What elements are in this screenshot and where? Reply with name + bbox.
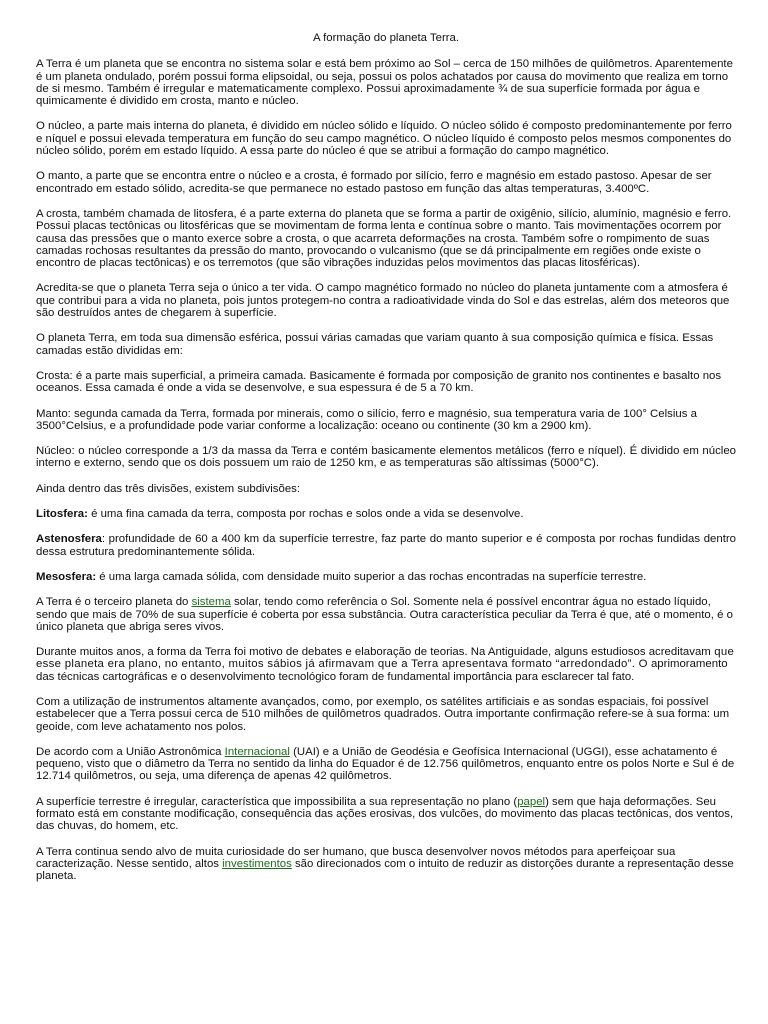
paragraph-litosfera bbox=[36, 508, 736, 520]
link-investimentos[interactable]: investimentos bbox=[222, 857, 292, 870]
link-papel[interactable]: papel bbox=[517, 795, 546, 808]
paragraph-nucleo: O núcleo, a parte mais interna do planeta, é dividido em núcleo sólido e líquido. O núcleo sólido é composto predominantemente por ferro e níquel e possui elevada temperatura em função do seu campo magnético. O núcleo líquido é composto pelos mesmos componentes do núcleo sólido, porém em estado líquido. A essa parte do núcleo é que se atribui a formação do campo magnético. bbox=[36, 120, 732, 158]
term-litosfera: Litosfera: bbox=[36, 508, 88, 521]
text-p18-a: A superfície terrestre é irregular, característica que impossibilita a sua representação no plano ( bbox=[36, 795, 518, 808]
text-p19-b: são direcionados com o intuito de reduzir as distorções durante a representação desse planeta. bbox=[36, 857, 734, 883]
text-p15-a: Durante muitos anos, a forma da Terra foi motivo de debates e elaboração de teorias. Na Antiguidade, alguns estudiosos acreditavam bbox=[36, 646, 711, 659]
term-astenosfera: Astenosfera bbox=[36, 533, 102, 546]
text-p19-a: A Terra continua sendo alvo de muita curiosidade do ser humano, que busca desenvolver novos métodos para aperfeiçoar sua caracterização. Nesse sentido, altos bbox=[36, 845, 676, 870]
paragraph-vida: Acredita-se que o planeta Terra seja o único a ter vida. O campo magnético formado no núcleo do planeta juntamente com a atmosfera é que contribui para a vida no planeta, pois juntos protegem-no contra a radioatividade vinda do Sol e das estrelas, além dos meteoros que são destruídos antes de chegarem à superfície. bbox=[36, 282, 730, 320]
paragraph-nucleo-def: Núcleo: o núcleo corresponde a 1/3 da massa da Terra e contém basicamente elementos metálicos (ferro e níquel). É dividido em núcleo interno e externo, sendo que os dois possuem um raio de 1250 km, e as temperaturas são altíssimas (5000°C). bbox=[36, 445, 736, 470]
paragraph-uai bbox=[36, 746, 736, 783]
text-litosfera: é uma fina camada da terra, composta por rochas e solos onde a vida se desenvolve. bbox=[87, 508, 524, 521]
paragraph-camadas: O planeta Terra, em toda sua dimensão esférica, possui várias camadas que variam quanto à sua composição química e física. Essas camadas estão divididas em: bbox=[36, 332, 714, 357]
text-mesosfera: é uma larga camada sólida, com densidade muito superior a das rochas encontradas na superfície terrestre. bbox=[96, 570, 647, 583]
paragraph-curiosidade bbox=[36, 846, 736, 883]
paragraph-terceiro-planeta bbox=[36, 596, 736, 633]
text-p17-b: (UAI) e a União de Geodésia e Geofísica Internacional (UGGI), esse achatamento é pequeno, visto que o diâmetro da Terra no sentido da linha do Equador é de 12.756 quilômetros, enquanto entre os polos Norte e Sul é de 12.714 quilômetros, ou seja, uma diferença de apenas 42 quilômetros. bbox=[36, 745, 735, 783]
text-p14-a: A Terra é o terceiro planeta do bbox=[36, 596, 192, 609]
paragraph-instrumentos: Com a utilização de instrumentos altamente avançados, como, por exemplo, os satélites artificiais e as sondas espaciais, foi possível estabelecer que a Terra possui cerca de 510 milhões de quilômetros quadrados. Outra importante confirmação refere-se à sua forma: um geoide, com leve achatamento nos polos. bbox=[36, 695, 730, 733]
text-p15-c: aprimoramento das técnicas cartográficas e o desenvolvimento tecnológico foram de fundamental importância para esclarecer tal fato. bbox=[36, 658, 728, 683]
document-title: A formação do planeta Terra. bbox=[312, 32, 460, 44]
paragraph-intro: A Terra é um planeta que se encontra no sistema solar e está bem próximo ao Sol – cerca de 150 milhões de quilômetros. Aparentemente é um planeta ondulado, porém possui forma elipsoidal, ou seja, possui os polos achatados por causa do movimento que realiza em torno de si mesmo. Também é irregular e matematicamente complexo. Possui aproximadamente ¾ de sua superfície formada por água e quimicamente é dividido em crosta, manto e núcleo. bbox=[36, 58, 733, 108]
paragraph-forma-terra bbox=[36, 646, 736, 683]
text-p18-b: ) sem que haja deformações. Seu formato está em constante modificação, consequência das ações erosivas, dos vulcões, do movimento das placas tectônicas, dos ventos, das chuvas, do homem, etc. bbox=[36, 795, 734, 833]
paragraph-manto-def: Manto: segunda camada da Terra, formada por minerais, como o silício, ferro e magnésio, sua temperatura varia de 100° Celsius a 3500°Celsius, e a profundidade pode variar conforme a localização: oceano ou continente (30 km a 2900 km). bbox=[36, 407, 697, 432]
paragraph-subdivisoes: Ainda dentro das três divisões, existem subdivisões: bbox=[36, 482, 301, 495]
paragraph-superficie bbox=[36, 796, 736, 833]
paragraph-crosta: A crosta, também chamada de litosfera, é a parte externa do planeta que se forma a partir de oxigênio, silício, alumínio, magnésio e ferro. Possui placas tectônicas ou litosféricas que se movimentam de forma lenta e contínua sobre o manto. Tais movimentações ocorrem por causa das pressões que o manto exerce sobre a crosta, o que acarreta deformações na crosta. Também sofre o rompimento de suas camadas rochosas resultantes da pressão do manto, provocando o vulcanismo (que se dá principalmente em regiões onde existe o encontro de placas tectônicas) e os terremotos (que são vibrações induzidas pelos movimentos das placas litosféricas). bbox=[36, 207, 732, 270]
document-page bbox=[36, 32, 736, 896]
text-p17-a: De acordo com a União Astronômica bbox=[36, 745, 225, 758]
text-astenosfera: : profundidade de 60 a 400 km da superfície terrestre, faz parte do manto superior e é composta por rochas fundidas dentro dessa estrutura predominantemente sólida. bbox=[36, 533, 736, 558]
paragraph-manto: O manto, a parte que se encontra entre o núcleo e a crosta, é formado por silício, ferro e magnésio em estado pastoso. Apesar de ser encontrado em estado sólido, acredita-se que permanece no estado pastoso em função das altas temperaturas, 3.400ºC. bbox=[36, 170, 712, 195]
link-internacional[interactable]: Internacional bbox=[224, 745, 290, 758]
paragraph-astenosfera bbox=[36, 533, 736, 558]
text-p14-b: solar, tendo como referência o Sol. Somente nela é possível encontrar água no estado líquido, sendo que mais de 70% de sua superfície é coberta por essa substância. Outra característica peculiar da Terra é que, até o momento, é o único planeta que abriga seres vivos. bbox=[36, 596, 733, 633]
link-sistema[interactable]: sistema bbox=[191, 596, 231, 609]
paragraph-mesosfera bbox=[36, 571, 736, 583]
term-mesosfera: Mesosfera: bbox=[36, 570, 97, 583]
paragraph-crosta-def: Crosta: é a parte mais superficial, a primeira camada. Basicamente é formada por composição de granito nos continentes e basalto nos oceanos. Essa camada é onde a vida se desenvolve, e sua espessura é de 5 a 70 km. bbox=[36, 369, 722, 395]
text-p15-b: que esse planeta era plano, no entanto, muitos sábios já afirmavam que a Terra apresentava formato “arredondado”. O bbox=[36, 646, 735, 671]
